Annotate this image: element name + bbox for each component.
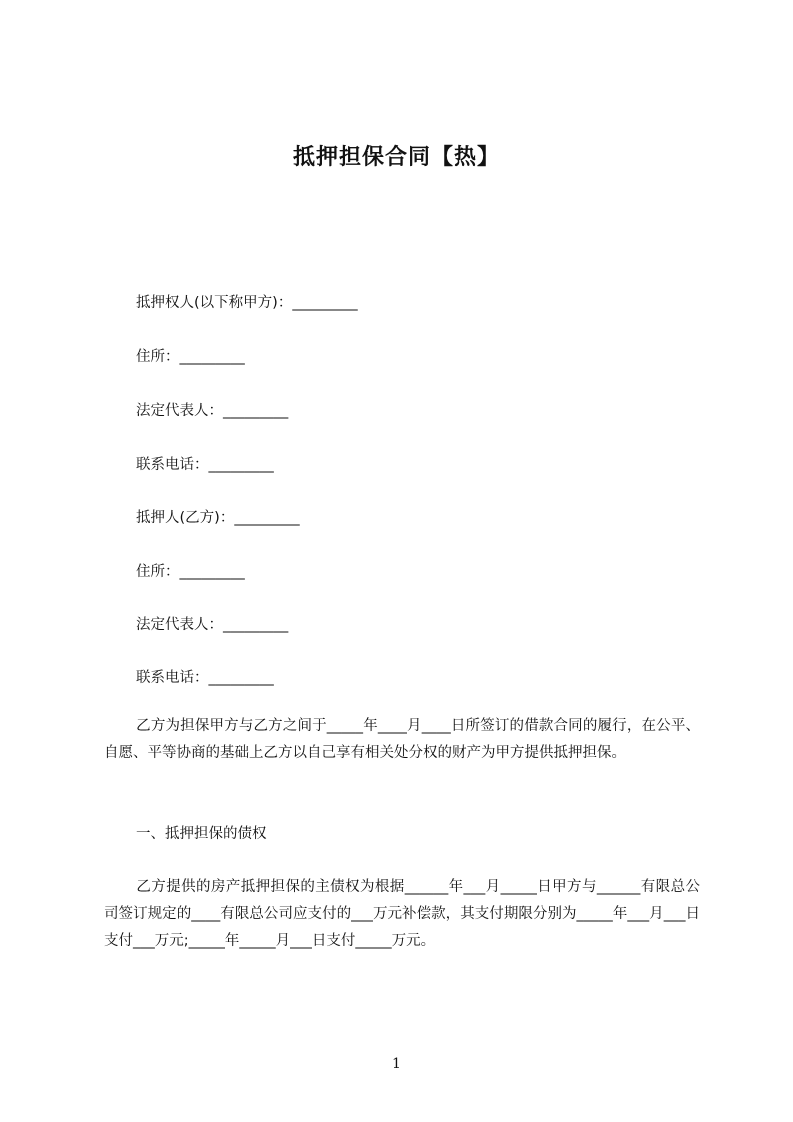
mortgagor-address-field: 住所：_________ xyxy=(136,564,245,580)
section-1-paragraph xyxy=(104,874,700,955)
mortgagee-legal-rep-field: 法定代表人：_________ xyxy=(136,403,289,419)
section-1-paragraph-text: 乙方提供的房产抵押担保的主债权为根据______年___月_____日甲方与______有限总公司签订规定的____有限总公司应支付的___万元补偿款，其支付期限分别为_____年___月___日支付___万元;_____年_____月___日支付_____万元。 xyxy=(104,879,700,949)
mortgagor-phone-field: 联系电话：_________ xyxy=(136,670,274,686)
mortgagee-name-field: 抵押权人(以下称甲方)：_________ xyxy=(136,295,358,311)
mortgagor-name-field: 抵押人(乙方)：_________ xyxy=(136,510,300,526)
mortgagee-phone-field: 联系电话：_________ xyxy=(136,457,274,473)
section-1-heading: 一、抵押担保的债权 xyxy=(136,826,267,842)
intro-paragraph xyxy=(104,713,700,767)
document-title: 抵押担保合同【热】 xyxy=(292,145,500,170)
mortgagor-legal-rep-field: 法定代表人：_________ xyxy=(136,617,289,633)
intro-paragraph-text: 乙方为担保甲方与乙方之间于_____年____月____日所签订的借款合同的履行，在公平、自愿、平等协商的基础上乙方以自己享有相关处分权的财产为甲方提供抵押担保。 xyxy=(104,718,700,761)
page-number: 1 xyxy=(392,1056,401,1072)
mortgagee-address-field: 住所：_________ xyxy=(136,349,245,365)
